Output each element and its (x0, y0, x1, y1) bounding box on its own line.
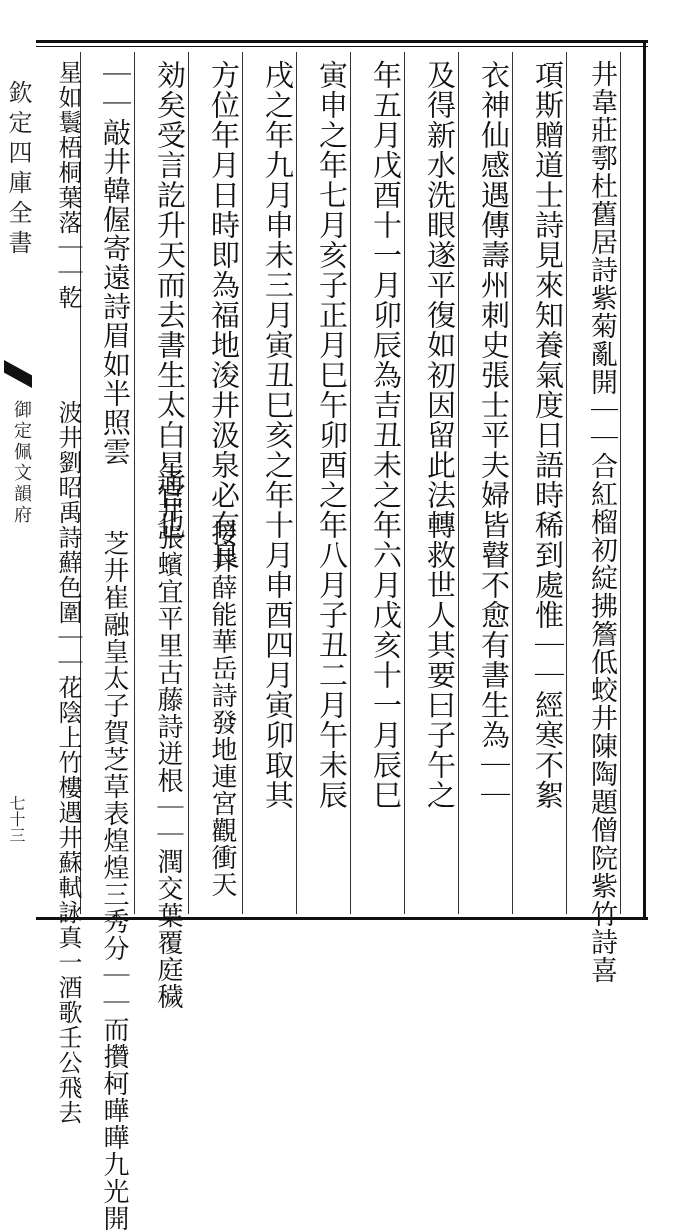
frame-top-thin-rule (36, 46, 648, 47)
column-rule (566, 52, 567, 914)
column-rule (620, 52, 621, 914)
text-column-5: 年五月戊酉十一月卯辰為吉丑未之年六月戊亥十一月辰巳 (369, 60, 403, 810)
column-rule (458, 52, 459, 914)
margin-strip (0, 60, 36, 920)
text-column-10: ｜｜敲井韓偓寄遠詩眉如半照雲 (99, 60, 132, 466)
text-column-8b: 接井薛能華岳詩發地連宮觀衝天 (207, 520, 237, 898)
column-rule (188, 52, 189, 914)
text-column-11: 星如鬟梧桐葉落｜｜乾 (54, 60, 82, 310)
text-column-9: 効矣受言訖升天而去書生太白星官也 (153, 60, 187, 540)
frame-top-rule (36, 40, 648, 43)
text-column-8: 方位年月日時即為福地浚井汲泉必有良 (207, 60, 241, 570)
text-column-1: 井韋莊鄠杜舊居詩紫菊亂開｜｜合紅榴初綻拂簷低蛟井陳陶題僧院紫竹詩喜 (586, 60, 617, 984)
column-rule (134, 52, 135, 914)
book-subtitle: 御定佩文韻府 (11, 400, 32, 526)
column-rule (242, 52, 243, 914)
column-rule (296, 52, 297, 914)
column-rule (404, 52, 405, 914)
text-column-9b: 通井張蠙宜平里古藤詩迸根｜｜潤交葉覆庭穢 (153, 470, 183, 1010)
fishtail-mark (4, 360, 32, 388)
text-column-10b: 芝井崔融皇太子賀芝草表煌煌三秀分｜｜而攢柯曄曄九光開 (99, 530, 129, 1232)
text-column-7: 戌之年九月申未三月寅丑巳亥之年十月申酉四月寅卯取其 (261, 60, 295, 810)
text-column-11b: 波井劉昭禹詩蘚色圍｜｜花陰上竹樓遇井蘇軾詠真一酒歌壬公飛去 (54, 400, 82, 1125)
text-column-3: 衣神仙感遇傳壽州刺史張士平夫婦皆瞽不愈有書生為｜｜ (477, 60, 511, 810)
frame-right-rule (643, 40, 646, 920)
text-column-2: 項斯贈道士詩見來知養氣度日語時稀到處惟｜｜經寒不絮 (531, 60, 565, 810)
column-rule (512, 52, 513, 914)
text-column-6: 寅申之年七月亥子正月巳午卯酉之年八月子丑二月午未辰 (315, 60, 349, 810)
text-column-4: 及得新水洗眼遂平復如初因留此法轉救世人其要曰子午之 (423, 60, 457, 810)
page-number: 七十三 (7, 795, 26, 843)
book-title: 欽定四庫全書 (4, 80, 32, 260)
column-rule (350, 52, 351, 914)
